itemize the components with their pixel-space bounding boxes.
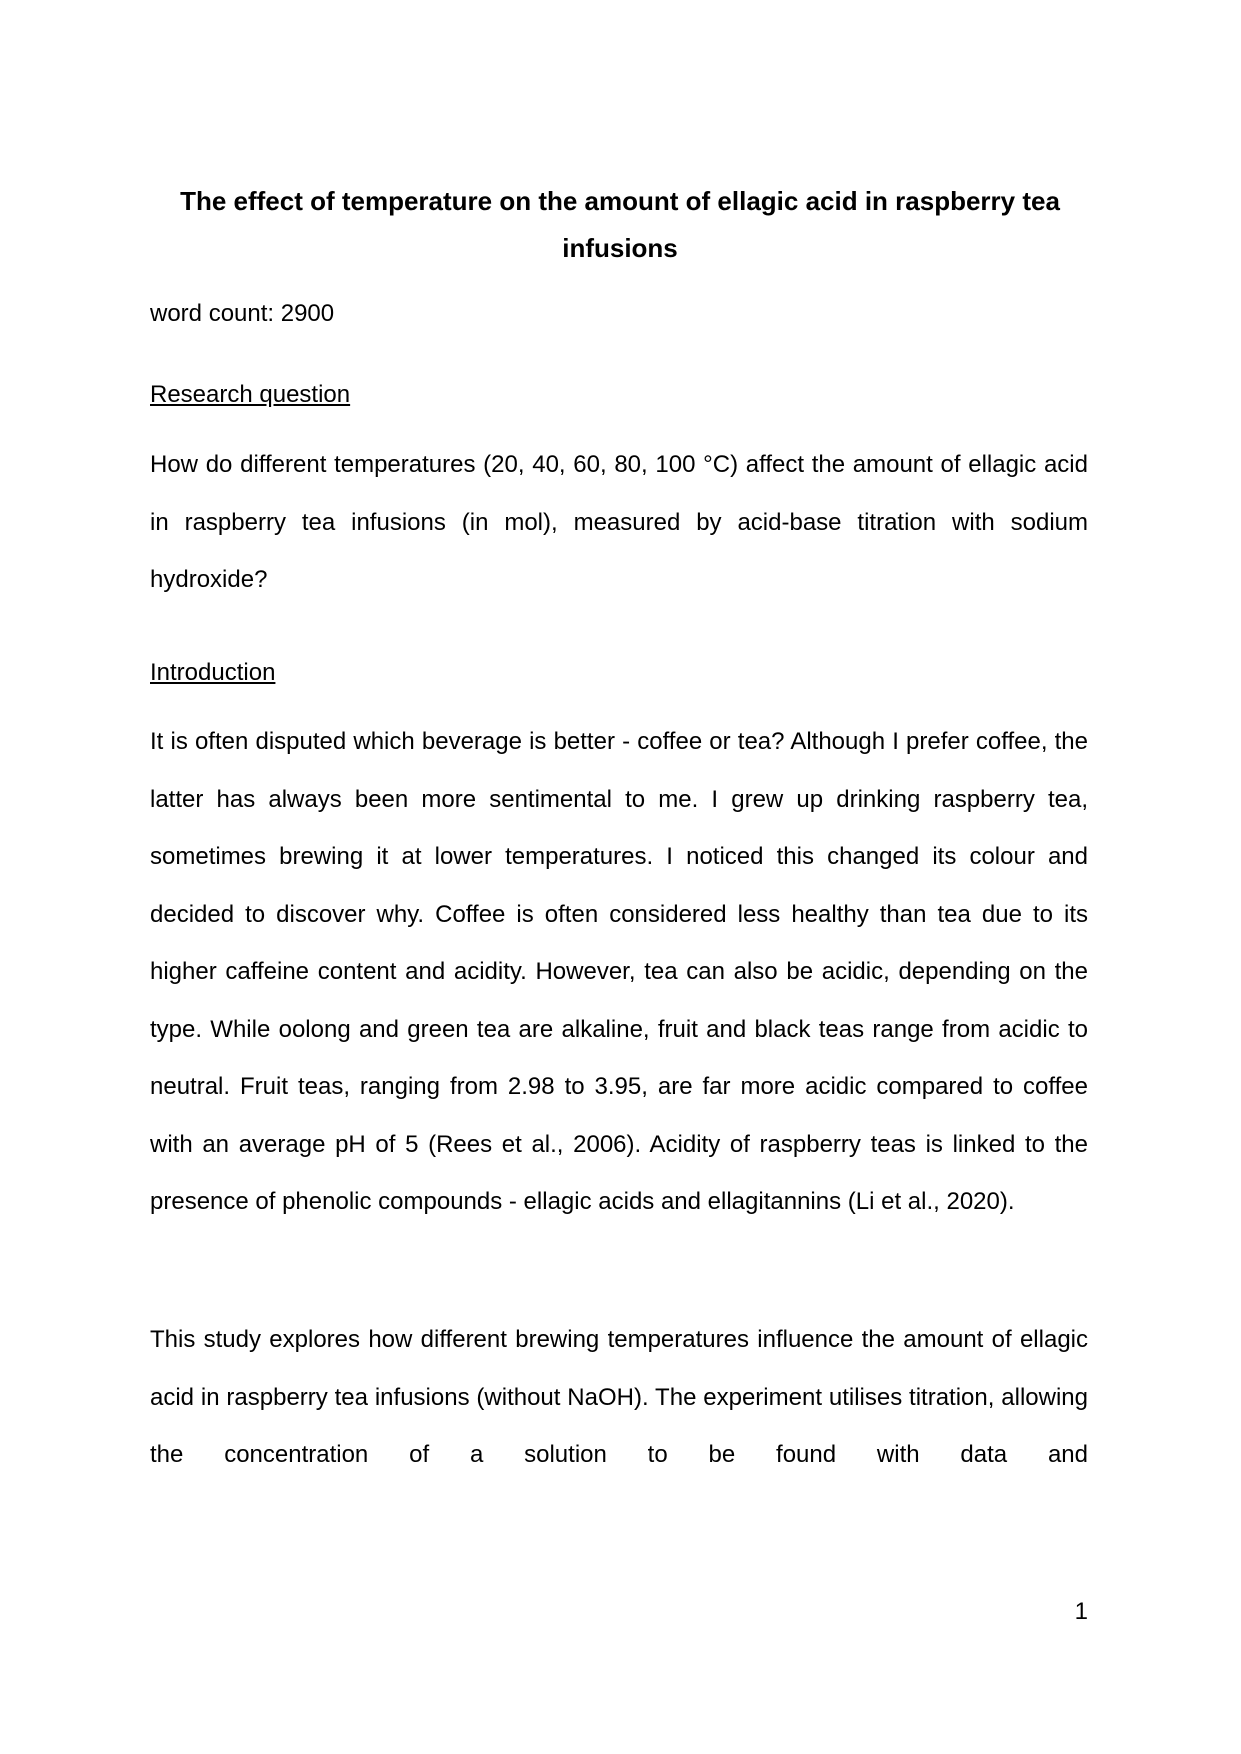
research-question-text: How do different temperatures (20, 40, 60, 80, 100 °C) affect the amount of ellagic acid in raspberry tea infusions (in mol), measured by acid-base titration with sodium hydroxide? <box>150 451 1088 593</box>
document-title: The effect of temperature on the amount of ellagic acid in raspberry tea infusions <box>180 186 1060 263</box>
research-question-heading: Research question <box>150 381 351 408</box>
study-paragraph: This study explores how different brewing temperatures influence the amount of ellagic acid in raspberry tea infusions (without NaOH). The experiment utilises titration, allowing the concentration of a solution to be found with data and <box>150 1326 1088 1468</box>
page-number: 1 <box>1074 1598 1088 1625</box>
word-count: word count: 2900 <box>150 300 335 327</box>
introduction-paragraph: It is often disputed which beverage is better - coffee or tea? Although I prefer coffee, the latter has always been more sentimental to me. I grew up drinking raspberry tea, sometimes brewing it at lower temperatures. I noticed this changed its colour and decided to discover why. Coffee is often considered less healthy than tea due to its higher caffeine content and acidity. However, tea can also be acidic, depending on the type. While oolong and green tea are alkaline, fruit and black teas range from acidic to neutral. Fruit teas, ranging from 2.98 to 3.95, are far more acidic compared to coffee with an average pH of 5 (Rees et al., 2006). Acidity of raspberry teas is linked to the presence of phenolic compounds - ellagic acids and ellagitannins (Li et al., 2020). <box>150 728 1088 1215</box>
introduction-heading: Introduction <box>150 659 276 686</box>
